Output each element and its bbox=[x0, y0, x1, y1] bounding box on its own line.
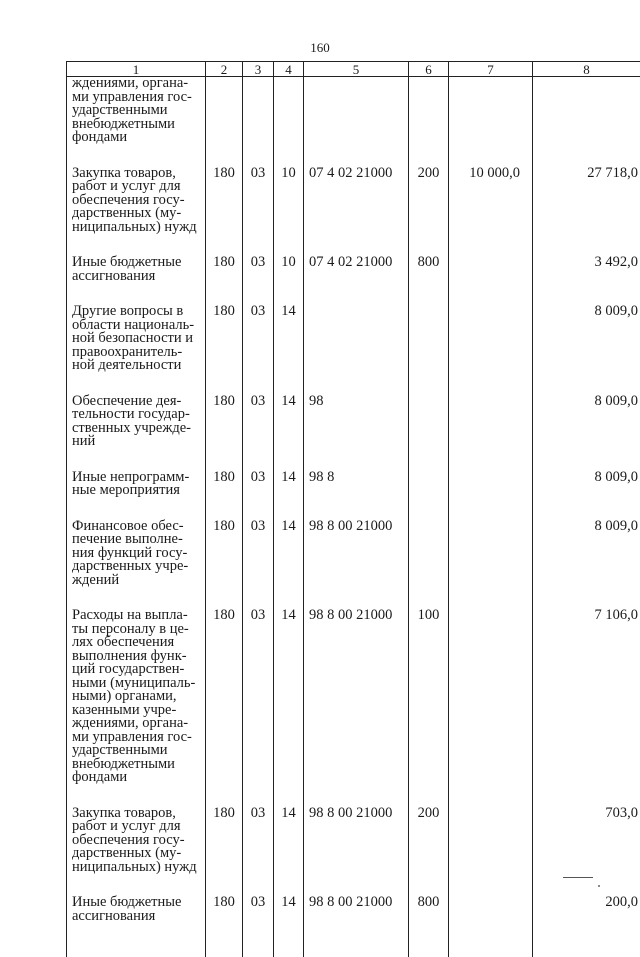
description-line: ными (муниципаль- bbox=[72, 677, 203, 691]
description-line: ассигнования bbox=[72, 270, 203, 284]
row-description bbox=[67, 77, 206, 145]
description-line: ждениями, органа- bbox=[72, 77, 203, 91]
description-line: обеспечения госу- bbox=[72, 834, 203, 848]
spacer-cell bbox=[67, 234, 206, 256]
spacer-cell bbox=[304, 283, 409, 305]
cell-c8: 8 009,0 bbox=[533, 520, 640, 588]
spacer-cell bbox=[67, 145, 206, 167]
description-line: ний bbox=[72, 435, 203, 449]
row-spacer bbox=[67, 587, 640, 609]
description-line: дарственных (му- bbox=[72, 847, 203, 861]
description-line: Расходы на выпла- bbox=[72, 609, 203, 623]
description-line: казенными учре- bbox=[72, 704, 203, 718]
spacer-cell bbox=[274, 923, 304, 957]
spacer-cell bbox=[67, 283, 206, 305]
row-spacer bbox=[67, 145, 640, 167]
description-line: правоохранитель- bbox=[72, 346, 203, 360]
cell-c2: 180 bbox=[206, 471, 243, 498]
column-header: 5 bbox=[304, 62, 409, 77]
spacer-cell bbox=[206, 234, 243, 256]
cell-c6 bbox=[409, 520, 449, 588]
description-line: ты персоналу в це- bbox=[72, 623, 203, 637]
spacer-cell bbox=[274, 785, 304, 807]
cell-c8: 7 106,0 bbox=[533, 609, 640, 785]
cell-c8: 8 009,0 bbox=[533, 395, 640, 449]
cell-c3: 03 bbox=[243, 609, 274, 785]
cell-c5: 98 8 bbox=[304, 471, 409, 498]
cell-c2: 180 bbox=[206, 807, 243, 875]
spacer-cell bbox=[449, 785, 533, 807]
table-row bbox=[67, 609, 640, 785]
cell-c5: 98 8 00 21000 bbox=[304, 896, 409, 923]
spacer-cell bbox=[409, 234, 449, 256]
row-description bbox=[67, 520, 206, 588]
description-line: Финансовое обес- bbox=[72, 520, 203, 534]
spacer-cell bbox=[206, 587, 243, 609]
spacer-cell bbox=[274, 587, 304, 609]
spacer-cell bbox=[409, 498, 449, 520]
spacer-cell bbox=[67, 923, 206, 957]
spacer-cell bbox=[304, 234, 409, 256]
description-line: ций государствен- bbox=[72, 663, 203, 677]
description-line: ударственными bbox=[72, 744, 203, 758]
description-line: ми управления гос- bbox=[72, 91, 203, 105]
table-row bbox=[67, 167, 640, 235]
spacer-cell bbox=[67, 587, 206, 609]
cell-c7 bbox=[449, 807, 533, 875]
cell-c3: 03 bbox=[243, 395, 274, 449]
description-line: ми управления гос- bbox=[72, 731, 203, 745]
description-line: Иные бюджетные bbox=[72, 896, 203, 910]
description-line: тельности государ- bbox=[72, 408, 203, 422]
cell-c8: 8 009,0 bbox=[533, 305, 640, 373]
cell-c4: 14 bbox=[274, 395, 304, 449]
cell-c2 bbox=[206, 77, 243, 145]
description-line: работ и услуг для bbox=[72, 180, 203, 194]
spacer-cell bbox=[449, 449, 533, 471]
spacer-cell bbox=[243, 234, 274, 256]
description-line: ниципальных) нужд bbox=[72, 221, 203, 235]
spacer-cell bbox=[67, 498, 206, 520]
spacer-cell bbox=[409, 449, 449, 471]
cell-c5: 98 8 00 21000 bbox=[304, 520, 409, 588]
description-line: ждений bbox=[72, 574, 203, 588]
spacer-cell bbox=[449, 498, 533, 520]
spacer-cell bbox=[409, 785, 449, 807]
table-row bbox=[67, 520, 640, 588]
row-spacer bbox=[67, 234, 640, 256]
description-line: Закупка товаров, bbox=[72, 167, 203, 181]
cell-c4: 14 bbox=[274, 520, 304, 588]
cell-c5: 07 4 02 21000 bbox=[304, 256, 409, 283]
cell-c4: 14 bbox=[274, 471, 304, 498]
column-header: 6 bbox=[409, 62, 449, 77]
spacer-cell bbox=[533, 145, 640, 167]
cell-c2: 180 bbox=[206, 609, 243, 785]
row-description bbox=[67, 609, 206, 785]
cell-c4: 10 bbox=[274, 167, 304, 235]
cell-c6: 800 bbox=[409, 256, 449, 283]
cell-c6: 800 bbox=[409, 896, 449, 923]
description-line: Закупка товаров, bbox=[72, 807, 203, 821]
spacer-cell bbox=[243, 498, 274, 520]
table-row bbox=[67, 395, 640, 449]
cell-c4: 14 bbox=[274, 609, 304, 785]
cell-c2: 180 bbox=[206, 395, 243, 449]
spacer-cell bbox=[274, 145, 304, 167]
spacer-cell bbox=[449, 874, 533, 896]
spacer-cell bbox=[243, 283, 274, 305]
cell-c8: 27 718,0 bbox=[533, 167, 640, 235]
cell-c7 bbox=[449, 256, 533, 283]
description-line: ной деятельности bbox=[72, 359, 203, 373]
cell-c4: 14 bbox=[274, 305, 304, 373]
cell-c8 bbox=[533, 77, 640, 145]
spacer-cell bbox=[243, 874, 274, 896]
cell-c7 bbox=[449, 896, 533, 923]
description-line: фондами bbox=[72, 771, 203, 785]
spacer-cell bbox=[206, 283, 243, 305]
description-line: ственных учрежде- bbox=[72, 422, 203, 436]
spacer-cell bbox=[243, 449, 274, 471]
spacer-cell bbox=[274, 373, 304, 395]
spacer-cell bbox=[533, 923, 640, 957]
spacer-cell bbox=[243, 373, 274, 395]
row-spacer bbox=[67, 923, 640, 957]
spacer-cell bbox=[449, 234, 533, 256]
scan-speck bbox=[598, 885, 600, 887]
column-header: 3 bbox=[243, 62, 274, 77]
spacer-cell bbox=[304, 923, 409, 957]
description-line: обеспечения госу- bbox=[72, 194, 203, 208]
cell-c5: 98 bbox=[304, 395, 409, 449]
spacer-cell bbox=[274, 449, 304, 471]
cell-c4: 10 bbox=[274, 256, 304, 283]
row-spacer bbox=[67, 449, 640, 471]
column-header: 4 bbox=[274, 62, 304, 77]
cell-c6: 200 bbox=[409, 167, 449, 235]
spacer-cell bbox=[449, 283, 533, 305]
cell-c8: 200,0 bbox=[533, 896, 640, 923]
spacer-cell bbox=[449, 145, 533, 167]
cell-c5 bbox=[304, 305, 409, 373]
table-row bbox=[67, 807, 640, 875]
description-line: ударственными bbox=[72, 104, 203, 118]
spacer-cell bbox=[243, 785, 274, 807]
cell-c2: 180 bbox=[206, 167, 243, 235]
cell-c3: 03 bbox=[243, 256, 274, 283]
description-line: печение выполне- bbox=[72, 533, 203, 547]
spacer-cell bbox=[409, 145, 449, 167]
description-line: дарственных (му- bbox=[72, 207, 203, 221]
cell-c6 bbox=[409, 395, 449, 449]
description-line: Обеспечение дея- bbox=[72, 395, 203, 409]
budget-table bbox=[66, 61, 640, 957]
cell-c5: 07 4 02 21000 bbox=[304, 167, 409, 235]
spacer-cell bbox=[449, 923, 533, 957]
cell-c3: 03 bbox=[243, 807, 274, 875]
row-spacer bbox=[67, 373, 640, 395]
spacer-cell bbox=[409, 923, 449, 957]
footer-rule bbox=[563, 877, 593, 878]
cell-c4: 14 bbox=[274, 896, 304, 923]
row-description bbox=[67, 256, 206, 283]
cell-c8: 3 492,0 bbox=[533, 256, 640, 283]
column-header: 2 bbox=[206, 62, 243, 77]
spacer-cell bbox=[67, 373, 206, 395]
cell-c8: 703,0 bbox=[533, 807, 640, 875]
spacer-cell bbox=[304, 145, 409, 167]
cell-c7 bbox=[449, 395, 533, 449]
description-line: ниципальных) нужд bbox=[72, 861, 203, 875]
spacer-cell bbox=[67, 874, 206, 896]
spacer-cell bbox=[304, 587, 409, 609]
spacer-cell bbox=[533, 373, 640, 395]
cell-c3: 03 bbox=[243, 305, 274, 373]
row-description bbox=[67, 305, 206, 373]
spacer-cell bbox=[274, 234, 304, 256]
description-line: внебюджетными bbox=[72, 118, 203, 132]
description-line: ные мероприятия bbox=[72, 484, 203, 498]
spacer-cell bbox=[533, 785, 640, 807]
description-line: ждениями, органа- bbox=[72, 717, 203, 731]
spacer-cell bbox=[274, 498, 304, 520]
description-line: работ и услуг для bbox=[72, 820, 203, 834]
row-spacer bbox=[67, 874, 640, 896]
column-header: 8 bbox=[533, 62, 640, 77]
spacer-cell bbox=[206, 145, 243, 167]
table-body bbox=[67, 77, 640, 957]
cell-c4: 14 bbox=[274, 807, 304, 875]
cell-c3 bbox=[243, 77, 274, 145]
cell-c3: 03 bbox=[243, 471, 274, 498]
spacer-cell bbox=[409, 373, 449, 395]
description-line: ными) органами, bbox=[72, 690, 203, 704]
spacer-cell bbox=[409, 587, 449, 609]
spacer-cell bbox=[533, 449, 640, 471]
row-description bbox=[67, 471, 206, 498]
cell-c3: 03 bbox=[243, 520, 274, 588]
cell-c7 bbox=[449, 520, 533, 588]
cell-c4 bbox=[274, 77, 304, 145]
cell-c2: 180 bbox=[206, 520, 243, 588]
cell-c3: 03 bbox=[243, 896, 274, 923]
cell-c2: 180 bbox=[206, 896, 243, 923]
cell-c7 bbox=[449, 471, 533, 498]
description-line: Иные бюджетные bbox=[72, 256, 203, 270]
cell-c3: 03 bbox=[243, 167, 274, 235]
spacer-cell bbox=[206, 785, 243, 807]
column-header: 7 bbox=[449, 62, 533, 77]
spacer-cell bbox=[409, 283, 449, 305]
description-line: внебюджетными bbox=[72, 758, 203, 772]
spacer-cell bbox=[67, 785, 206, 807]
spacer-cell bbox=[533, 587, 640, 609]
row-description bbox=[67, 896, 206, 923]
row-spacer bbox=[67, 498, 640, 520]
description-line: ной безопасности и bbox=[72, 332, 203, 346]
description-line: области националь- bbox=[72, 319, 203, 333]
row-description bbox=[67, 167, 206, 235]
cell-c7 bbox=[449, 609, 533, 785]
cell-c2: 180 bbox=[206, 305, 243, 373]
spacer-cell bbox=[243, 587, 274, 609]
spacer-cell bbox=[243, 145, 274, 167]
page-number: 160 bbox=[0, 40, 640, 56]
spacer-cell bbox=[206, 498, 243, 520]
description-line: выполнения функ- bbox=[72, 650, 203, 664]
spacer-cell bbox=[304, 373, 409, 395]
spacer-cell bbox=[304, 785, 409, 807]
cell-c5 bbox=[304, 77, 409, 145]
cell-c6 bbox=[409, 305, 449, 373]
description-line: дарственных учре- bbox=[72, 560, 203, 574]
spacer-cell bbox=[533, 234, 640, 256]
description-line: лях обеспечения bbox=[72, 636, 203, 650]
row-spacer bbox=[67, 283, 640, 305]
spacer-cell bbox=[206, 373, 243, 395]
cell-c7 bbox=[449, 77, 533, 145]
spacer-cell bbox=[274, 874, 304, 896]
spacer-cell bbox=[206, 923, 243, 957]
cell-c7: 10 000,0 bbox=[449, 167, 533, 235]
spacer-cell bbox=[449, 587, 533, 609]
row-spacer bbox=[67, 785, 640, 807]
cell-c7 bbox=[449, 305, 533, 373]
table-row bbox=[67, 896, 640, 923]
row-description bbox=[67, 395, 206, 449]
spacer-cell bbox=[67, 449, 206, 471]
cell-c8: 8 009,0 bbox=[533, 471, 640, 498]
cell-c6: 100 bbox=[409, 609, 449, 785]
spacer-cell bbox=[533, 498, 640, 520]
spacer-cell bbox=[274, 283, 304, 305]
spacer-cell bbox=[533, 283, 640, 305]
spacer-cell bbox=[449, 373, 533, 395]
table-row bbox=[67, 256, 640, 283]
column-header: 1 bbox=[67, 62, 206, 77]
description-line: фондами bbox=[72, 131, 203, 145]
table-row bbox=[67, 471, 640, 498]
spacer-cell bbox=[304, 498, 409, 520]
spacer-cell bbox=[206, 874, 243, 896]
spacer-cell bbox=[304, 874, 409, 896]
description-line: Иные непрограмм- bbox=[72, 471, 203, 485]
description-line: ассигнования bbox=[72, 910, 203, 924]
spacer-cell bbox=[243, 923, 274, 957]
cell-c6: 200 bbox=[409, 807, 449, 875]
cell-c5: 98 8 00 21000 bbox=[304, 609, 409, 785]
cell-c6 bbox=[409, 77, 449, 145]
table-row bbox=[67, 77, 640, 145]
cell-c5: 98 8 00 21000 bbox=[304, 807, 409, 875]
row-description bbox=[67, 807, 206, 875]
cell-c2: 180 bbox=[206, 256, 243, 283]
spacer-cell bbox=[206, 449, 243, 471]
cell-c6 bbox=[409, 471, 449, 498]
spacer-cell bbox=[409, 874, 449, 896]
description-line: Другие вопросы в bbox=[72, 305, 203, 319]
description-line: ния функций госу- bbox=[72, 547, 203, 561]
spacer-cell bbox=[304, 449, 409, 471]
table-row bbox=[67, 305, 640, 373]
